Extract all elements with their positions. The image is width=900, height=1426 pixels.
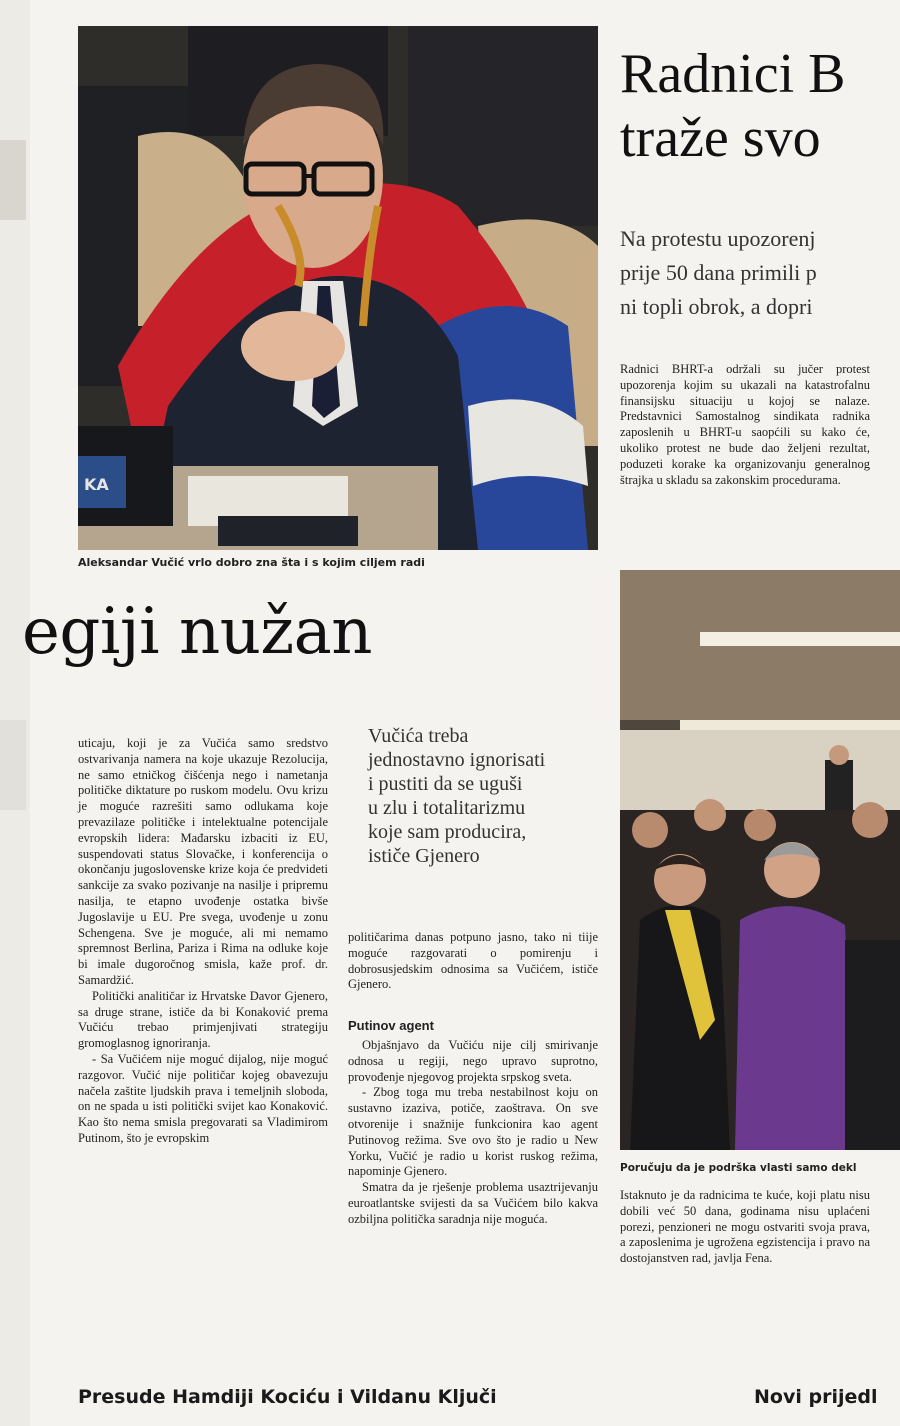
column-a-paragraph: - Sa Vučićem nije moguć dijalog, nije moguć razgovor. Vučić nije političar kojeg obavezuju načela zaštite ljudskih prava i temeljnih sloboda, on ne spada u isti politički svijet kao Konaković. Kao što nema smisla pregovarati sa Vladimirom Putinom, što je evropskim [78, 1051, 328, 1145]
right-body-2: Istaknuto je da radnicima te kuće, koji platu nisu dobili već 50 dana, godinama nisu uplaćeni porezi, penzioneri ne mogu ostvariti svoja prava, a zaposlenima je ugrožena egzistencija i pravo na dostojanstven rad, javlja Fena. [620, 1188, 870, 1266]
right-deck [620, 222, 900, 324]
headline: egiji nužan [22, 595, 372, 669]
column-a-paragraph: Politički analitičar iz Hrvatske Davor Gjenero, sa druge strane, ističe da bi Konaković prema Vučiću trebao primjenjivati strategiju gromoglasnog ignoriranja. [78, 988, 328, 1051]
footer-right-headline: Novi prijedl [754, 1386, 878, 1408]
right-deck-line: Na protestu upozorenj [620, 226, 816, 251]
column-b-top: političarima danas potpuno jasno, tako ni tiije moguće razgovarati o pomirenju i dobrosusjedskim odnosima sa Vučićem, ističe Gjenero. [348, 930, 598, 992]
right-body: Radnici BHRT-a održali su jučer protest upozorenja kojim su ukazali na katastrofalnu finansijsku situaciju u kojoj se nalaze. Predstavnici Samostalnog sindikata radnika zaposlenih u BHRT-u saopćili su kako će, ukoliko protest ne bude dao željeni rezultat, poduzeti korake ka organizovanju generalnog štrajka u skladu sa zakonskim procedurama. [620, 362, 870, 487]
column-a-paragraph: uticaju, koji je za Vučića samo sredstvo ostvarivanja namera na koje ukazuje Rezolucija, ne samo etničkog čišćenja nego i nametanja političke diktature po ruskom modelu. Ovu krizu je moguće razrešiti samo odlukama koje prevazilaze političke i intelektualne potencijale evropskih lidera: Mađarsku izbaciti iz EU, suspendovati status Slovačke, i konferencija o okončanju jugoslovenske krize koja će predvideti sankcije za svako pozivanje na nasilje i pripremu nasilja, te etapno uvođenje ostatka bivše Jugoslavije u EU. Pre svega, uvođenje u zonu Schengena. Sve je moguće, ali mi nemamo spremnost Berlina, Pariza i Rima na odluke koje bi imale dugoročnog smisla, kaže prof. dr. Samardžić. [78, 736, 328, 987]
pull-quote-line: Vučića treba [368, 725, 469, 747]
right-deck-line: ni topli obrok, a dopri [620, 294, 813, 319]
column-b-paragraph: - Zbog toga mu treba nestabilnost koju on sustavno izaziva, potiče, zaoštrava. On sve otvorenije i snažnije funkcionira kao agent Putinovog režima. Sve ovo što je radio u New Yorku, Vučić je radio u korist ruskog režima, napominje Gjenero. [348, 1085, 598, 1179]
main-photo [78, 26, 598, 550]
column-b-subhead: Putinov agent [348, 1018, 434, 1033]
right-photo [620, 570, 900, 1150]
pull-quote [368, 724, 603, 868]
right-headline-line: Radnici B [620, 43, 846, 105]
right-headline [620, 42, 900, 170]
column-a [78, 736, 328, 1147]
footer-left-headline: Presude Hamdiji Kociću i Vildanu Ključi [78, 1386, 497, 1408]
column-b-paragraph: Smatra da je rješenje problema usaztrijevanju euroatlantske svijesti da sa Vučićem bilo kakva ozbiljna politička saradnja nije moguća. [348, 1180, 598, 1226]
right-headline-line: traže svo [620, 107, 821, 169]
pull-quote-line: jednostavno ignorisati [368, 749, 546, 771]
column-b [348, 1038, 598, 1228]
column-b-paragraph: Objašnjavo da Vučiću nije cilj smirivanje odnosa u regiji, nego upravo suprotno, provođenje njegovog projekta srpskog sveta. [348, 1038, 598, 1084]
right-deck-line: prije 50 dana primili p [620, 260, 817, 285]
pull-quote-line: ističe Gjenero [368, 845, 480, 867]
main-photo-caption: Aleksandar Vučić vrlo dobro zna šta i s kojim ciljem radi [78, 556, 425, 569]
right-photo-caption: Poručuju da je podrška vlasti samo dekl [620, 1162, 857, 1174]
pull-quote-line: i pustiti da se uguši [368, 773, 523, 795]
placard-text: KA [84, 475, 109, 494]
pull-quote-line: u zlu i totalitarizmu [368, 797, 526, 819]
pull-quote-line: koje sam producira, [368, 821, 527, 843]
previous-page-edge [0, 0, 30, 1426]
